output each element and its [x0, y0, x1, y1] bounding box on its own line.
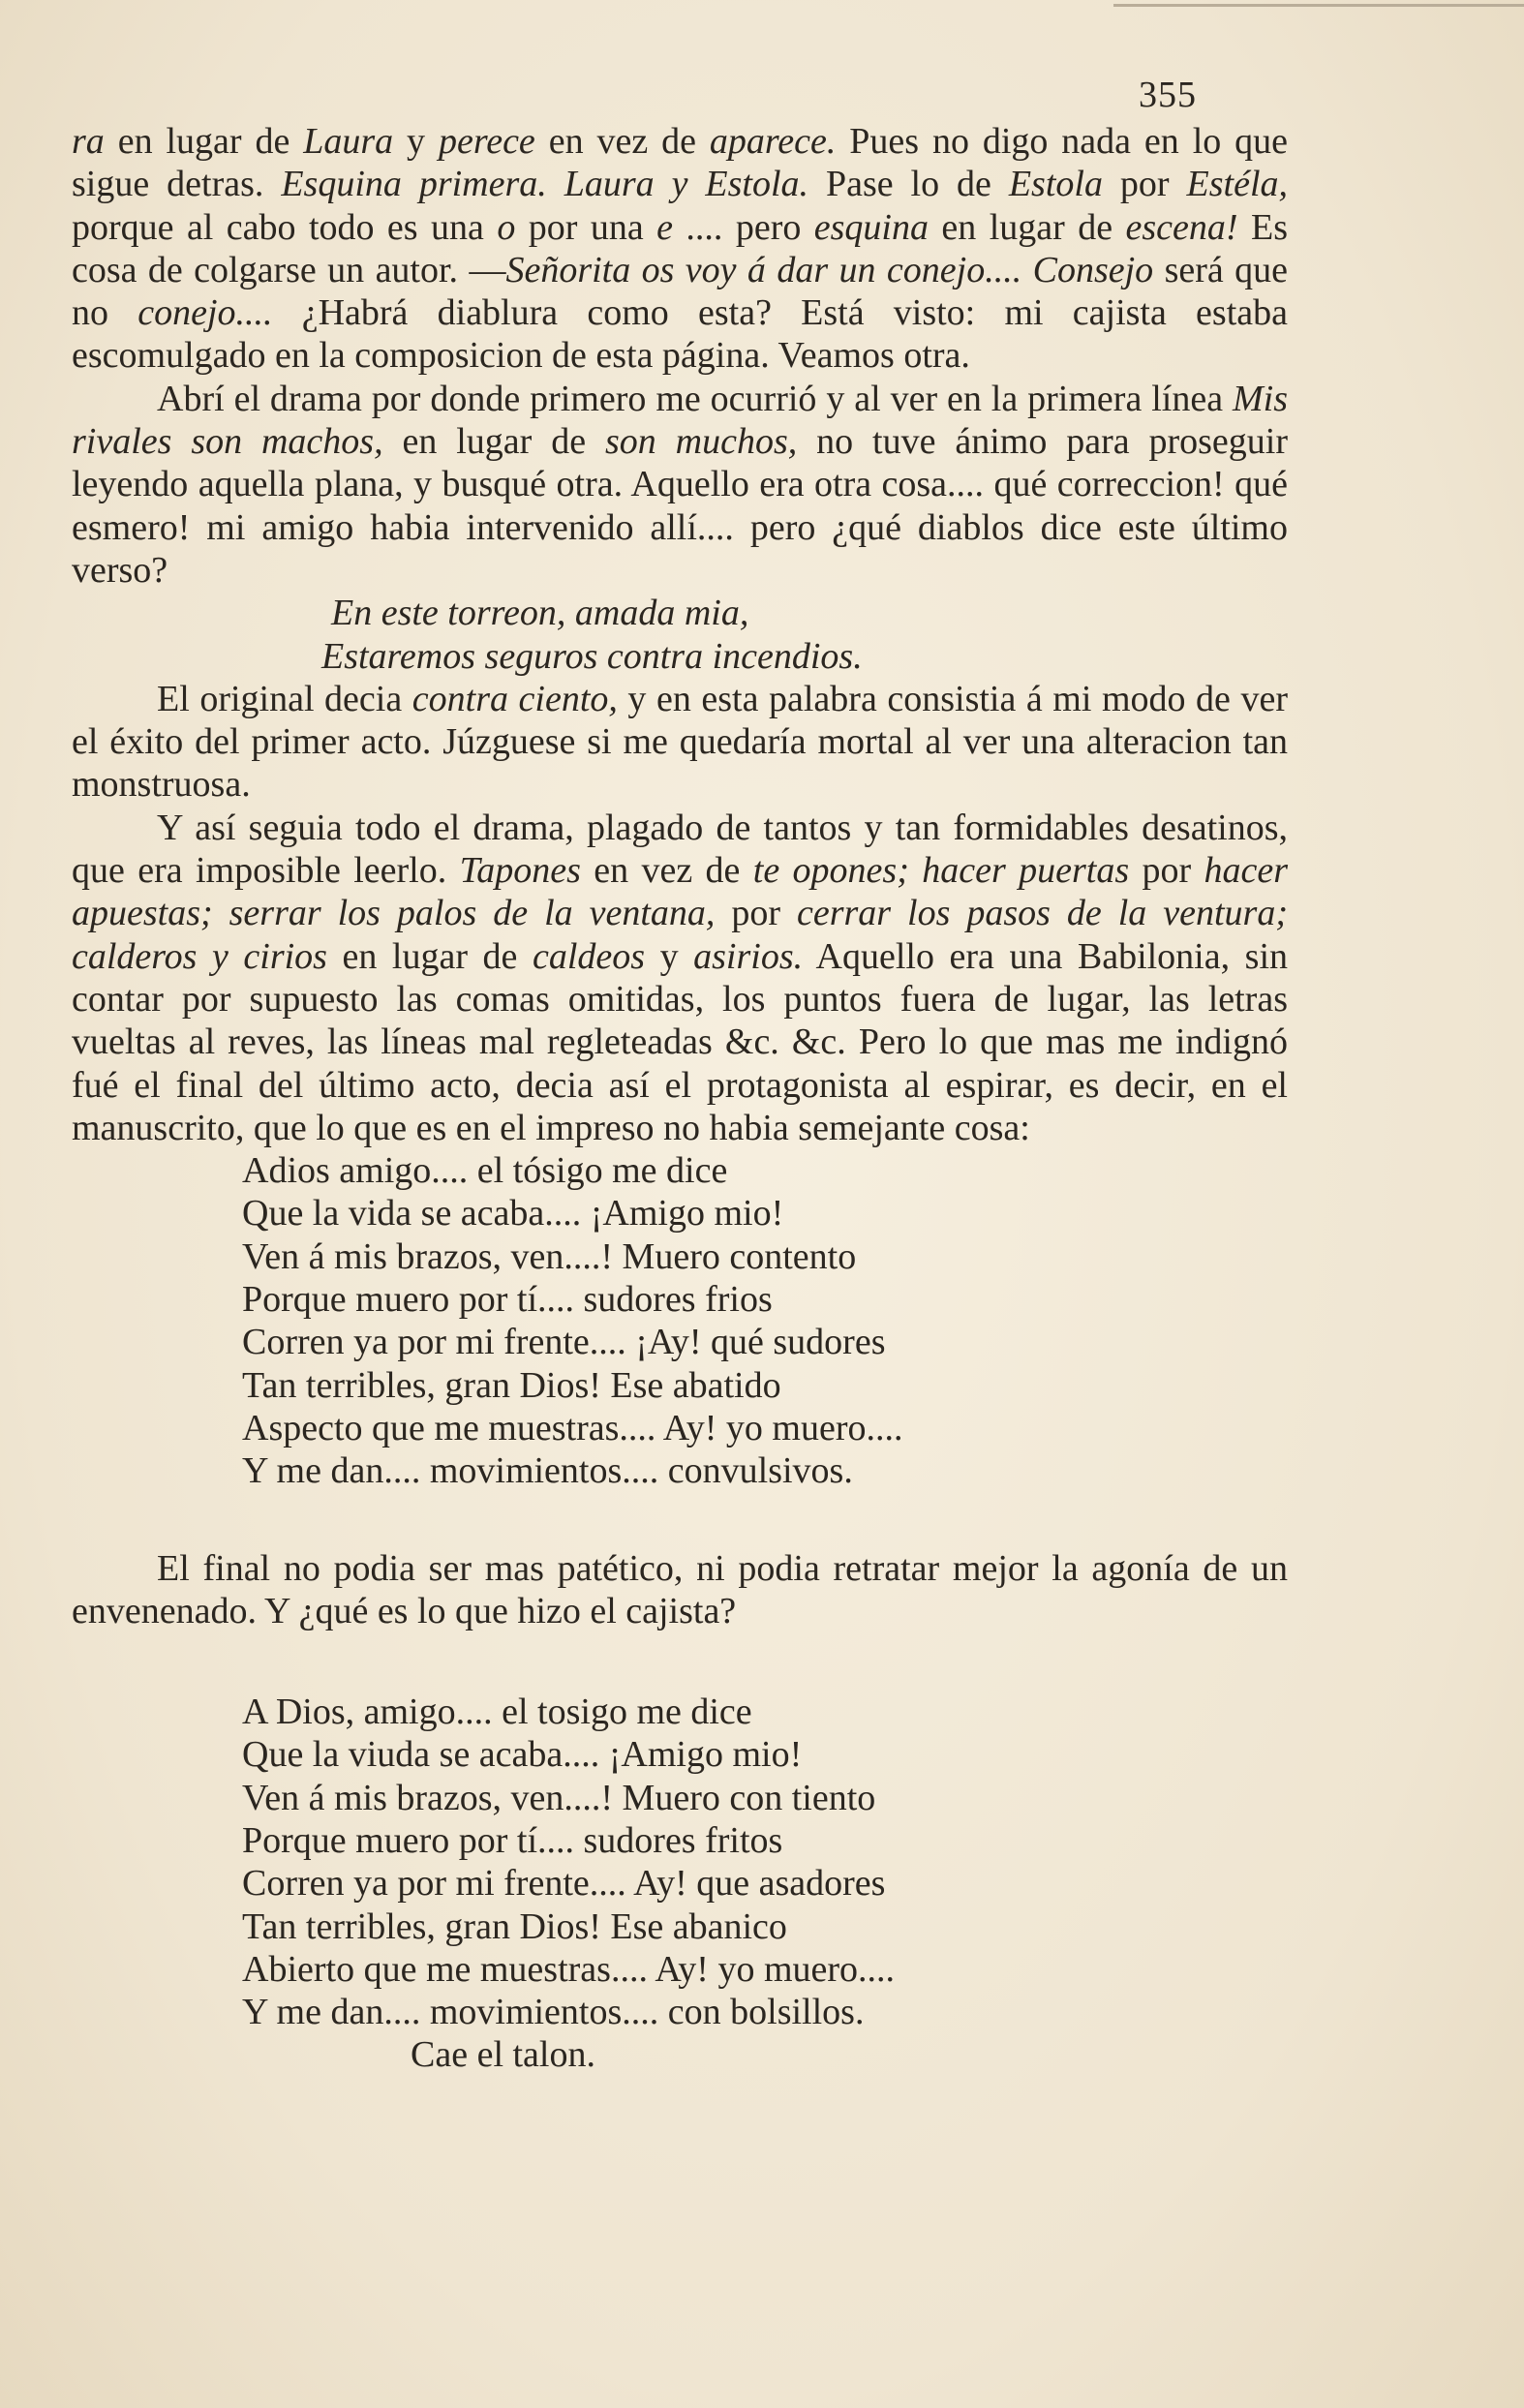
page-number: 355: [1139, 75, 1197, 115]
verse-line: Y me dan.... movimientos.... con bolsillos.: [242, 1992, 865, 2033]
inset-verse-line: Estaremos seguros contra incendios.: [321, 635, 863, 677]
verse-line: Porque muero por tí.... sudores frios: [242, 1279, 773, 1321]
inset-verse-line: En este torreon, amada mia,: [331, 593, 749, 634]
verse-line: Que la vida se acaba.... ¡Amigo mio!: [242, 1193, 784, 1234]
verse-line: Porque muero por tí.... sudores fritos: [242, 1819, 783, 1861]
page-edge-line: [1113, 4, 1524, 7]
misprinted-verse: [72, 1691, 1288, 2033]
verse-line: Que la viuda se acaba.... ¡Amigo mio!: [242, 1734, 803, 1776]
verse-line: Tan terribles, gran Dios! Ese abanico: [242, 1905, 787, 1947]
verse-line: Y me dan.... movimientos.... convulsivos.: [242, 1450, 853, 1492]
verse-line: Tan terribles, gran Dios! Ese abatido: [242, 1364, 781, 1406]
verse-line: Corren ya por mi frente.... Ay! que asadores: [242, 1863, 886, 1905]
verse-line: A Dios, amigo.... el tosigo me dice: [242, 1692, 752, 1733]
page-text: [72, 120, 1288, 2077]
paragraph-5: El final no podia ser mas patético, ni podia retratar mejor la agonía de un envenenado. Y ¿qué es lo que hizo el cajista?: [72, 1547, 1288, 1631]
closing-line: Cae el talon.: [411, 2034, 595, 2076]
inset-verse: [72, 592, 1288, 678]
verse-line: Aspecto que me muestras.... Ay! yo muero....: [242, 1407, 903, 1448]
paragraph-1: ra en lugar de Laura y perece en vez de aparece. Pues no digo nada en lo que sigue detras. Esquina primera. Laura y Estola. Pase lo de Estola por Estéla, porque al cabo todo es una o por una e .... pero esquina en lugar de escena! Es cosa de colgarse un autor. —Señorita os voy á dar un conejo.... Consejo será que no conejo.... ¿Habrá diablura como esta? Está visto: mi cajista estaba escomulgado en la composicion de esta página. Veamos otra.: [72, 121, 1289, 377]
verse-line: Corren ya por mi frente.... ¡Ay! qué sudores: [242, 1322, 886, 1363]
verse-line: Ven á mis brazos, ven....! Muero contento: [242, 1235, 857, 1277]
paragraph-2: Abrí el drama por donde primero me ocurrió y al ver en la primera línea Mis rivales son machos, en lugar de son muchos, no tuve ánimo para proseguir leyendo aquella plana, y busqué otra. Aquello era otra cosa.... qué correccion! qué esmero! mi amigo habia intervenido allí.... pero ¿qué diablos dice este último verso?: [72, 378, 1289, 591]
verse-line: Ven á mis brazos, ven....! Muero con tiento: [242, 1777, 876, 1818]
paragraph-4: Y así seguia todo el drama, plagado de tantos y tan formidables desatinos, que era imposible leerlo. Tapones en vez de te opones; hacer puertas por hacer apuestas; serrar los palos de la ventana, por cerrar los pasos de la ventura; calderos y cirios en lugar de caldeos y asirios. Aquello era una Babilonia, sin contar por supuesto las comas omitidas, los puntos fuera de lugar, las letras vueltas al reves, las líneas mal regleteadas &c. &c. Pero lo que mas me indignó fué el final del último acto, decia así el protagonista al espirar, es decir, en el manuscrito, que lo que es en el impreso no habia semejante cosa:: [72, 807, 1289, 1148]
verse-line: Abierto que me muestras.... Ay! yo muero....: [242, 1948, 896, 1990]
paragraph-3: El original decia contra ciento, y en esta palabra consistia á mi modo de ver el éxito del primer acto. Júzguese si me quedaría mortal al ver una alteracion tan monstruosa.: [72, 678, 1288, 806]
original-verse: [72, 1149, 1288, 1492]
verse-line: Adios amigo.... el tósigo me dice: [242, 1150, 728, 1192]
